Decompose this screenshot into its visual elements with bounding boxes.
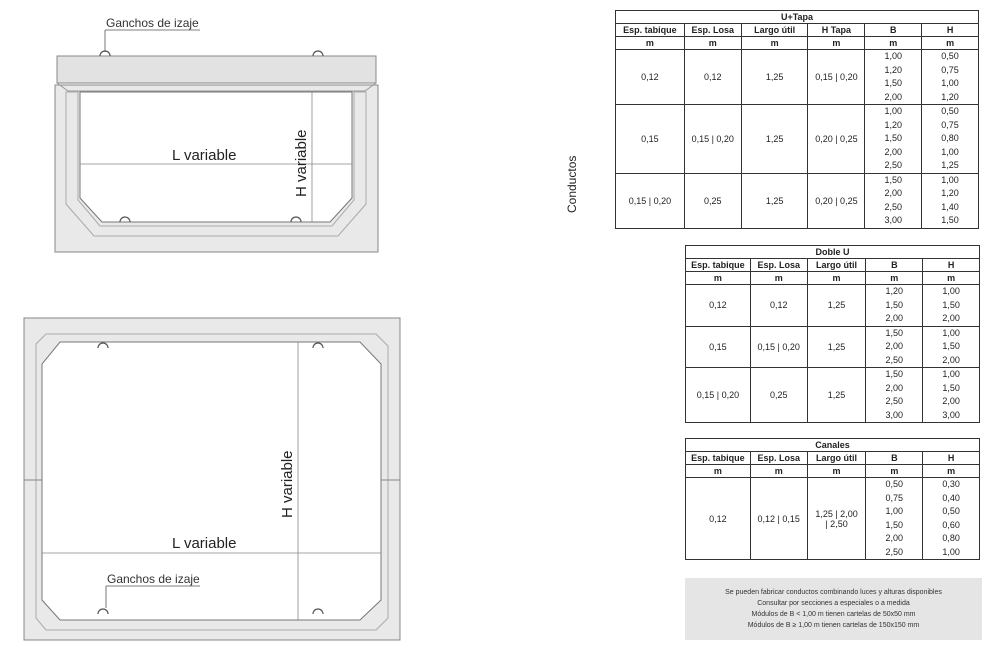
note-line: Se pueden fabricar conductos combinando luces y alturas disponibles (725, 589, 942, 596)
header-b: B (866, 259, 923, 272)
header-b: B (866, 452, 923, 465)
h-variable-label: H variable (279, 450, 296, 518)
header-esp-tabique: Esp. tabique (686, 259, 751, 272)
table-row: 0,15 0,15 | 0,20 1,25 1,50 2,00 2,50 1,00 1,50 2,00 (686, 326, 980, 368)
header-h: H (923, 259, 980, 272)
notes-box (685, 578, 982, 640)
doble-u-diagram (0, 300, 420, 652)
hooks-label: Ganchos de izaje (107, 572, 200, 586)
table-title: Canales (686, 439, 980, 452)
header-largo-util: Largo útil (741, 24, 808, 37)
header-largo-util: Largo útil (807, 452, 866, 465)
note-line: Módulos de B < 1,00 m tienen cartelas de 50x50 mm (751, 611, 916, 618)
header-esp-losa: Esp. Losa (750, 452, 807, 465)
table-row: 0,15 | 0,20 0,25 1,25 0,20 | 0,25 1,50 2,00 2,50 3,00 1,00 1,20 1,40 1,50 (616, 173, 979, 228)
doble-u-table: Doble U Esp. tabique Esp. Losa Largo útil B H m m m m m 0,12 0,12 1,25 1,20 1,50 2,00 1,00 1,50 2,00 0,15 0,15 | 0,20 1,25 1,50 2,00 2,50 1,00 1,50 2,00 0,15 | 0,20 0,25 1,25 1,50 2,00 2,50 3,00 1,00 1,50 2,00 3,00 (685, 245, 980, 423)
header-h: H (923, 452, 980, 465)
lifting-hook-icon (313, 51, 323, 56)
table-row: 0,15 | 0,20 0,25 1,25 1,50 2,00 2,50 3,00 1,00 1,50 2,00 3,00 (686, 368, 980, 423)
header-b: B (865, 24, 922, 37)
header-esp-tabique: Esp. tabique (616, 24, 685, 37)
table-row: 0,12 0,12 1,25 1,20 1,50 2,00 1,00 1,50 2,00 (686, 285, 980, 327)
hooks-label: Ganchos de izaje (106, 16, 199, 30)
table-title: Doble U (686, 246, 980, 259)
l-variable-label: L variable (172, 147, 237, 164)
note-line: Consultar por secciones a especiales o a medida (757, 600, 910, 607)
table-row: 0,15 0,15 | 0,20 1,25 0,20 | 0,25 1,00 1,20 1,50 2,00 2,50 0,50 0,75 0,80 1,00 1,25 (616, 105, 979, 174)
h-variable-label: H variable (293, 129, 310, 197)
u-tapa-table: U+Tapa Esp. tabique Esp. Losa Largo útil H Tapa B H m m m m m m 0,12 0,12 1,25 0,15 | 0,20 1,00 1,20 1,50 2,00 0,50 0,75 1,00 1,20 0,15 0,15 | 0,20 1,25 0,20 | 0,25 1,00 1,20 1,50 2,00 2,50 0,50 0,75 0,80 1,00 1,25 0,15 | 0,20 0,25 1,25 0,20 | 0,25 1,50 2,00 2,50 3,00 1,00 1,20 1,40 1,50 (615, 10, 979, 229)
header-h-tapa: H Tapa (808, 24, 865, 37)
header-largo-util: Largo útil (807, 259, 866, 272)
canales-table: Canales Esp. tabique Esp. Losa Largo útil B H m m m m m 0,12 0,12 | 0,15 1,25 | 2,00 | 2,50 0,50 0,75 1,00 1,50 2,00 2,50 0,30 0,40 0,50 0,60 0,80 1,00 (685, 438, 980, 560)
section-label-conductos: Conductos (565, 155, 579, 213)
header-esp-losa: Esp. Losa (684, 24, 741, 37)
u-tapa-diagram (0, 0, 420, 270)
header-h: H (922, 24, 979, 37)
lid (57, 56, 376, 83)
header-esp-losa: Esp. Losa (750, 259, 807, 272)
l-variable-label: L variable (172, 535, 237, 552)
note-line: Módulos de B ≥ 1,00 m tienen cartelas de 150x150 mm (747, 622, 920, 629)
header-esp-tabique: Esp. tabique (686, 452, 751, 465)
table-title: U+Tapa (616, 11, 979, 24)
table-row: 0,12 0,12 | 0,15 1,25 | 2,00 | 2,50 0,50 0,75 1,00 1,50 2,00 2,50 0,30 0,40 0,50 0,60 0,80 1,00 (686, 478, 980, 560)
table-row: 0,12 0,12 1,25 0,15 | 0,20 1,00 1,20 1,50 2,00 0,50 0,75 1,00 1,20 (616, 50, 979, 105)
